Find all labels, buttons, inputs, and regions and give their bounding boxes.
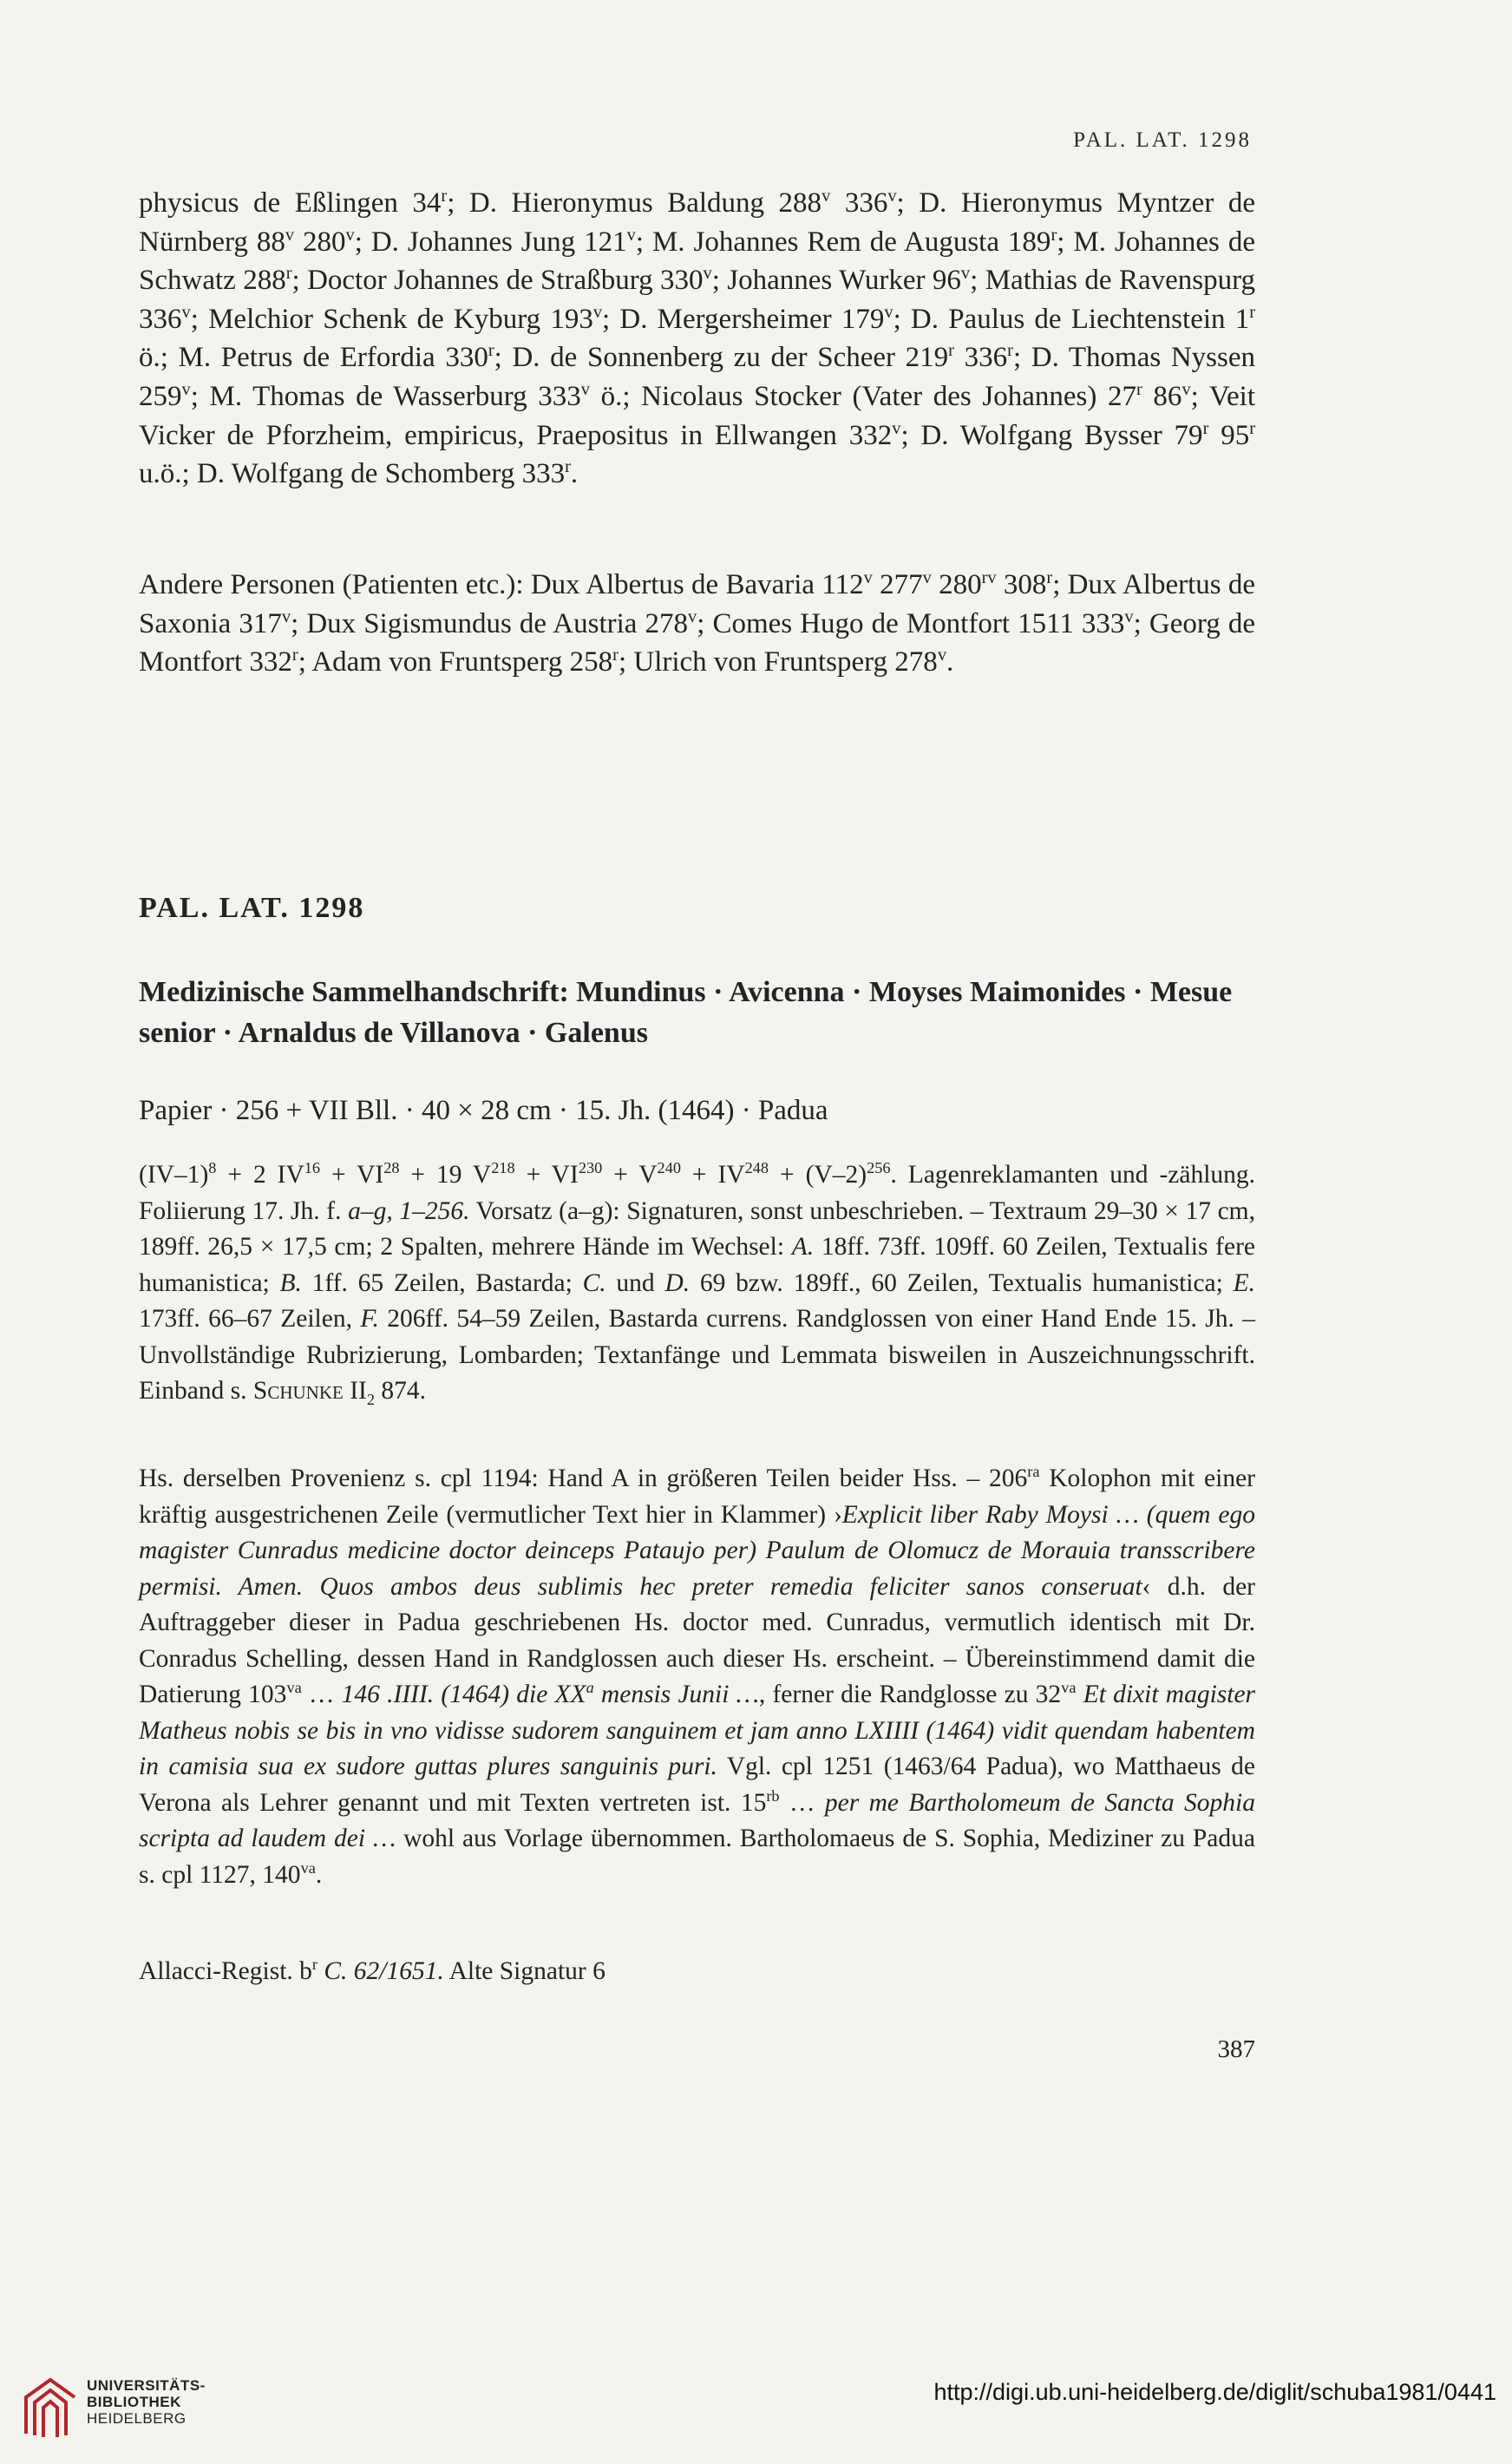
other-persons-paragraph: Andere Personen (Patienten etc.): Dux Albertus de Bavaria 112$^v$ 277$^v$ $280^{rv}$ 308$^r$; Dux Albertus de Saxonia 317$^v$; Dux Sigismundus de Austria 278$^v$; Comes Hugo de Montfort 1511 333$^v$; Georg de Montfort 332$^r$; Adam von Fruntsperg 258$^r$; Ulrich von Fruntsperg 278$^v$.: [139, 568, 1256, 678]
ub-heidelberg-logo-icon: [19, 2373, 82, 2442]
page-number: 387: [1217, 2035, 1255, 2063]
entry-title: Medizinische Sammelhandschrift: Mundinus · Avicenna · Moyses Maimonides · Mesue senior · Arnaldus de Villanova · Galenus: [139, 976, 1233, 1049]
physical-description: Papier · 256 + VII Bll. · 40 × 28 cm · 15. Jh. (1464) · Padua: [139, 1095, 828, 1126]
section-title: PAL. LAT. 1298: [139, 892, 365, 924]
footer-bar: [0, 2343, 1512, 2464]
library-line-2: BIBLIOTHEK: [87, 2394, 181, 2410]
allacci-register-line: Allacci-Regist. $b^r$ C. 62/1651. Alte Signatur 6: [139, 1956, 605, 1985]
library-line-3: HEIDELBERG: [87, 2410, 187, 2427]
provenance-paragraph: Hs. derselben Provenienz s. cpl 1194: Hand A in größeren Teilen beider Hss. – $206^{ra}$ Kolophon mit einer kräftig ausgestrichenen Zeile (vermutlicher Text hier in Klammer) ›Explicit liber Raby Moysi … (quem ego magister Cunradus medicine doctor deinceps Pataujo per) Paulum de Olomucz de Morauia transscribere permisi. Amen. Quos ambos deus sublimis hec preter remedia feliciter sanos conseruat‹ d.h. der Auftraggeber dieser in Padua geschriebenen Hs. doctor med. Cunradus, vermutlich identisch mit Dr. Conradus Schelling, dessen Hand in Randglossen auch dieser Hs. erscheint. – Übereinstimmend damit die Datierung $103^{va}$ … 146 .IIII. (1464) die $XX^a$ mensis Junii …, ferner die Randglosse zu $32^{va}$ Et dixit magister Matheus nobis se bis in vno vidisse sudorem sanguinem et jam anno LXIIII (1464) vidit quendam habentem in camisia sua ex sudore guttas plures sanguinis puri. Vgl. cpl 1251 (1463/64 Padua), wo Matthaeus de Verona als Lehrer genannt und mit Texten vertreten ist. $15^{rb}$ … per me Bartholomeum de Sancta Sophia scripta ad laudem dei … wohl aus Vorlage übernommen. Bartholomaeus de S. Sophia, Mediziner zu Padua s. cpl 1127, $140^{va}$.: [139, 1463, 1256, 1889]
codicology-paragraph: $(IV-1)^8 + 2$ $IV^{16} + VI^{28} + 19$ $V^{218} + VI^{230} + V^{240} + IV^{248} + (V-2)^{256}$. Lagenreklamanten und -zählung. Foliierung 17. Jh. f. a–g, 1–256. Vorsatz (a–g): Signaturen, sonst unbeschrieben. – Textraum 29–30 × 17 cm, 189ff. 26,5 × 17,5 cm; 2 Spalten, mehrere Hände im Wechsel: A. 18ff. 73ff. 109ff. 60 Zeilen, Textualis fere humanistica; B. 1ff. 65 Zeilen, Bastarda; C. und D. 69 bzw. 189ff., 60 Zeilen, Textualis humanistica; E. 173ff. 66–67 Zeilen, F. 206ff. 54–59 Zeilen, Bastarda currens. Randglossen von einer Hand Ende 15. Jh. – Unvollständige Rubrizierung, Lombarden; Textanfänge und Lemmata bisweilen in Auszeichnungsschrift. Einband s. Schunke $II_2$ 874.: [139, 1159, 1256, 1408]
library-line-1: UNIVERSITÄTS-: [87, 2377, 206, 2394]
library-name: [87, 2377, 206, 2427]
persons-paragraph: physicus de Eßlingen 34$^r$; D. Hieronymus Baldung 288$^v$ 336$^v$; D. Hieronymus Myntzer de Nürnberg 88$^v$ 280$^v$; D. Johannes Jung 121$^v$; M. Johannes Rem de Augusta 189$^r$; M. Johannes de Schwatz 288$^r$; Doctor Johannes de Straßburg 330$^v$; Johannes Wurker 96$^v$; Mathias de Ravenspurg 336$^v$; Melchior Schenk de Kyburg 193$^v$; D. Mergersheimer 179$^v$; D. Paulus de Liechtenstein 1$^r$ ö.; M. Petrus de Erfordia 330$^r$; D. de Sonnenberg zu der Scheer 219$^r$ 336$^r$; D. Thomas Nyssen 259$^v$; M. Thomas de Wasserburg 333$^v$ ö.; Nicolaus Stocker (Vater des Johannes) 27$^r$ 86$^v$; Veit Vicker de Pforzheim, empiricus, Praepositus in Ellwangen 332$^v$; D. Wolfgang Bysser 79$^r$ 95$^r$ u.ö.; D. Wolfgang de Schomberg 333$^r$.: [139, 187, 1256, 490]
running-header: PAL. LAT. 1298: [1073, 128, 1252, 152]
source-url-link[interactable]: http://digi.ub.uni-heidelberg.de/diglit/schuba1981/0441: [933, 2379, 1496, 2405]
